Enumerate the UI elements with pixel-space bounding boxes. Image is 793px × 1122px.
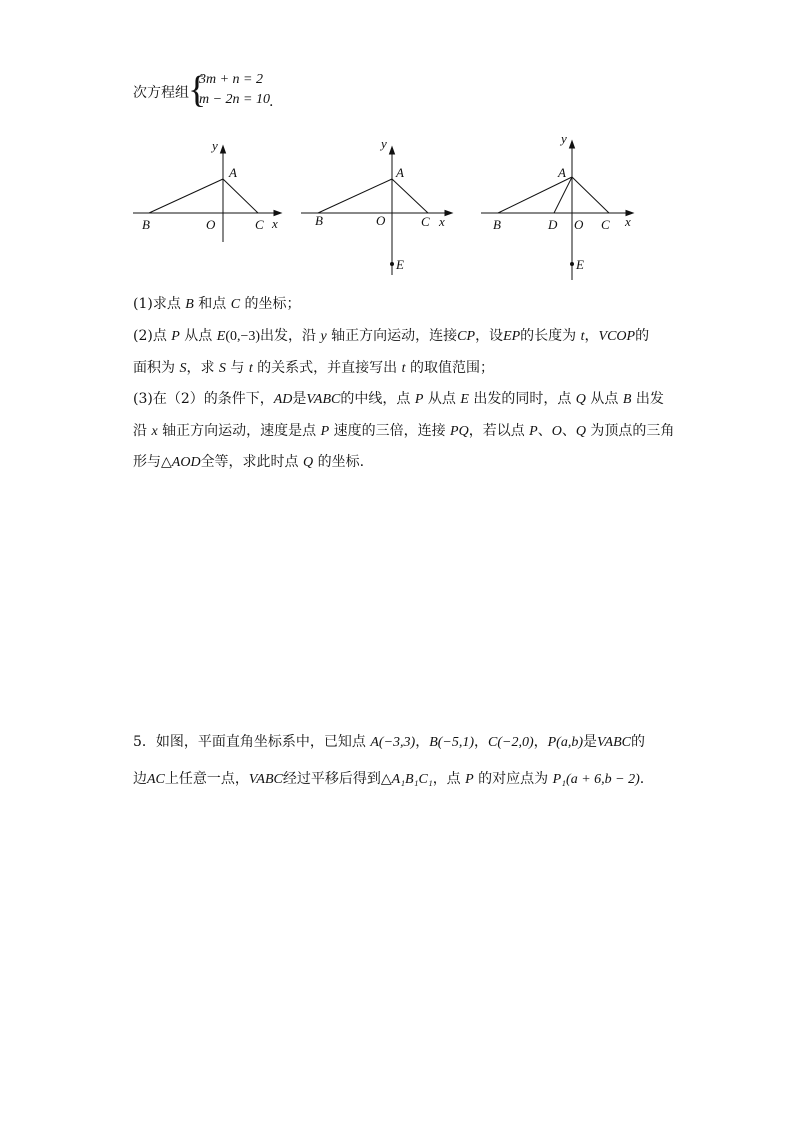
question-2-line-2 [133,358,494,379]
problem-5-line-2 [133,769,644,790]
q2-text: 的关系式，并直接写出 [252,360,402,376]
q3-text: 轴正方向运动，速度是点 [157,423,321,439]
q2-text: 的 [635,328,650,344]
fig3-label-B: B [493,217,501,232]
q2-text: 与 [225,360,249,376]
q3-var-PQ: PQ [450,424,469,439]
q2-var-t: t [248,361,253,376]
fig1-label-O: O [206,217,216,232]
fig3-segment-BA [498,177,572,213]
intro-end: . [269,94,274,110]
q5-point-B: B(−5,1) [429,735,475,750]
figure-2 [301,147,452,275]
q5-text: . [639,771,645,787]
q5-var-AC: AC [147,772,165,787]
fig3-y-arrow [570,141,575,148]
q3-var-E: E [460,392,469,407]
equation-1: 3m + n = 2 [199,72,264,87]
q3-var-x: x [151,424,158,439]
q3-var-B: B [622,392,632,407]
fig1-label-A: A [229,165,237,180]
q5-var-ABC: VABC [597,735,631,750]
q2-text: 面积为 [133,360,180,376]
q1-text: (1)求点 [133,296,186,312]
q2-text: 轴正方向运动，连接 [326,328,458,344]
q5-text: 的 [630,734,645,750]
q3-text: 出发 [631,391,664,407]
q3-text: 是 [292,391,307,407]
q3-text: 速度的三倍，连接 [329,423,451,439]
q3-text: 的中线，点 [340,391,415,407]
left-brace: { [188,69,207,111]
q5-point-C: C(−2,0) [488,735,534,750]
q2-var-y: y [320,329,327,344]
q3-text: (3)在（2）的条件下， [133,391,274,407]
question-2-line-1 [133,326,649,347]
q3-var-AOD: AOD [171,455,201,470]
q5-text: 5．如图，平面直角坐标系中，已知点 [133,734,371,750]
q2-var-t: t [580,329,585,344]
q3-var-O: O [551,424,562,439]
q3-text: 、 [537,423,552,439]
q3-text: 从点 [585,391,623,407]
q2-var-t: t [401,361,406,376]
q2-var-EP: EP [503,329,521,344]
equation-2: m − 2n = 10 [199,92,271,107]
q3-var-AD: AD [273,392,293,407]
fig2-label-C: C [421,214,430,229]
question-3-line-1 [133,389,664,410]
fig1-segment-AC [223,179,258,213]
q5-var-P: P [465,772,474,787]
q2-text: 的长度为 [520,328,581,344]
q5-text: ， [474,734,489,750]
fig3-label-A: A [558,165,566,180]
q1-var-C: C [230,297,241,312]
q5-text: ，点 [432,771,466,787]
fig2-point-E [391,263,394,266]
fig3-segment-AD [554,177,572,213]
q3-var-Q: Q [575,392,586,407]
fig2-label-A: A [396,165,404,180]
q2-var-S: S [179,361,187,376]
q1-text: 和点 [193,296,231,312]
intro-lead: 次方程组 [133,85,189,101]
fig2-y-arrow [390,147,395,154]
coordinate-figures [0,0,793,300]
question-3-line-3 [133,452,364,473]
q5-text: 的对应点为 [473,771,553,787]
fig3-label-O: O [574,217,584,232]
fig3-point-E [571,263,574,266]
question-1 [133,294,301,315]
q2-text: 出发，沿 [260,328,321,344]
q5-text: 经过平移后得到△ [282,771,392,787]
question-3-line-2 [133,421,674,442]
fig2-segment-AC [392,179,428,213]
q5-text: ， [533,734,548,750]
fig1-label-x: x [272,216,278,231]
fig2-label-x: x [439,214,445,229]
q5-point-P1: P₁(a + 6,b − 2) [552,772,640,787]
fig1-segment-BA [149,179,223,213]
q5-text: 边 [133,771,147,787]
q3-var-Q: Q [575,424,586,439]
fig3-label-D: D [548,217,558,232]
q2-coords: (0,−3) [225,329,261,344]
q2-var-COP: VCOP [598,329,636,344]
problem-5-line-1 [133,732,645,753]
fig3-label-C: C [601,217,610,232]
q5-var-A1B1C1: A₁B₁C₁ [391,772,433,787]
fig1-label-B: B [142,217,150,232]
fig2-x-arrow [445,211,452,216]
q3-text: ，若以点 [468,423,530,439]
fig1-y-arrow [221,146,226,153]
q2-text: ，求 [186,360,219,376]
q5-point-A: A(−3,3) [370,735,416,750]
fig2-label-O: O [376,213,386,228]
q3-var-P: P [529,424,538,439]
fig2-label-B: B [315,213,323,228]
fig1-label-y: y [212,138,218,153]
q2-var-CP: CP [457,329,476,344]
q5-text: 上任意一点， [164,771,249,787]
q2-text: (2)点 [133,328,172,344]
q3-var-P: P [414,392,424,407]
q3-text: 沿 [133,423,152,439]
q2-var-P: P [171,329,180,344]
fig3-label-y: y [561,131,567,146]
fig3-label-x: x [625,214,631,229]
q3-text: 为顶点的三角 [585,423,675,439]
q1-var-B: B [185,297,194,312]
fig1-x-arrow [274,211,281,216]
fig2-segment-BA [318,179,392,213]
fig1-label-C: C [255,217,264,232]
q2-var-E: E [216,329,226,344]
q3-var-ABC: VABC [306,392,341,407]
fig2-label-E: E [396,257,404,272]
fig2-label-y: y [381,136,387,151]
q5-point-P: P(a,b) [547,735,584,750]
q3-text: 的坐标. [313,454,365,470]
q3-text: 形与△ [133,454,172,470]
q1-text: 的坐标； [240,296,301,312]
q3-text: 、 [561,423,576,439]
figure-3 [481,141,633,280]
q3-text: 全等，求此时点 [200,454,304,470]
q5-var-ABC: VABC [248,772,283,787]
fig3-label-E: E [576,257,584,272]
q3-text: 出发的同时，点 [468,391,576,407]
q2-text: ，设 [475,328,504,344]
q2-text: 从点 [179,328,217,344]
q5-text: ， [415,734,430,750]
q5-text: 是 [583,734,598,750]
q2-text: 的取值范围； [405,360,494,376]
q3-var-P: P [320,424,330,439]
q3-var-Q: Q [303,455,314,470]
q3-text: 从点 [423,391,461,407]
fig3-segment-AC [572,177,609,213]
q2-text: ， [584,328,599,344]
q2-var-S: S [218,361,226,376]
